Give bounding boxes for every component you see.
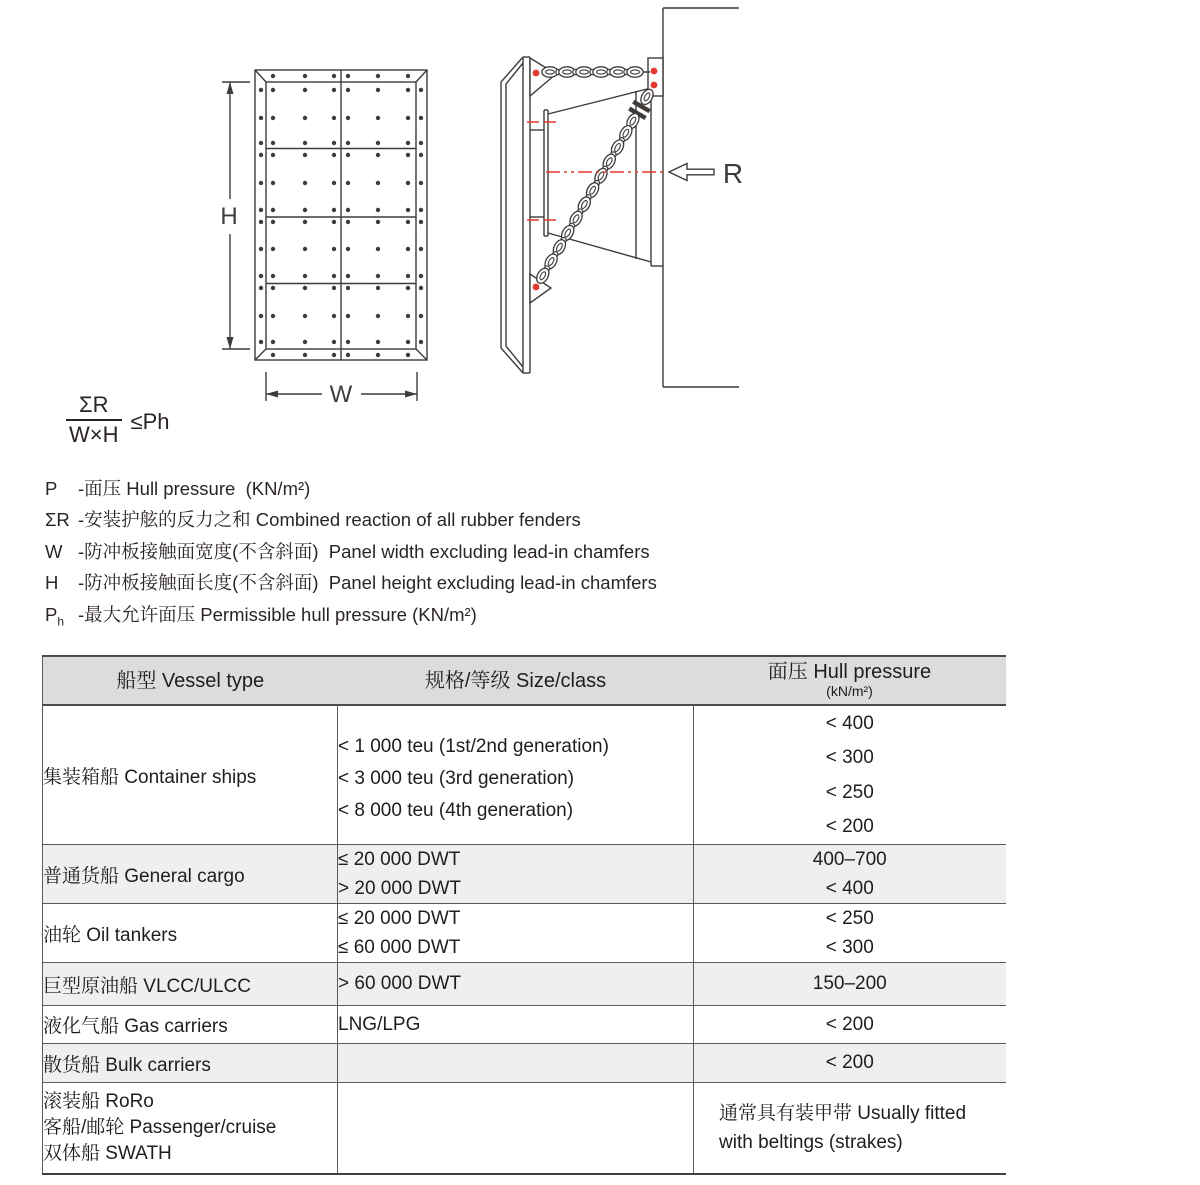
table-row-container-ships	[43, 705, 1006, 845]
legend-item	[45, 540, 657, 571]
legend-symbol: P	[45, 478, 58, 499]
width-label: W	[329, 381, 353, 408]
legend-item	[45, 603, 657, 634]
table-row-vlcc-ulcc	[43, 963, 1006, 1006]
legend-description: -防冲板接触面宽度(不含斜面) Panel width excluding lead-in chamfers	[78, 540, 650, 562]
cell-sizes: ≤ 20 000 DWT ≤ 60 000 DWT	[338, 904, 694, 963]
legend-symbol: ΣR	[45, 509, 70, 531]
legend-description: -防冲板接触面长度(不含斜面) Panel height excluding lead-in chamfers	[78, 572, 657, 594]
legend-item	[45, 508, 657, 539]
cell-sizes: > 60 000 DWT	[338, 963, 694, 1006]
cell-vessel: 散货船 Bulk carriers	[43, 1044, 338, 1083]
table-header-row	[43, 656, 1006, 705]
formula-numerator: ΣR	[79, 392, 109, 417]
reaction-arrow	[669, 158, 743, 189]
legend-item	[45, 571, 657, 602]
formula-comparison: ≤Ph	[130, 409, 170, 434]
cell-vessel: 油轮 Oil tankers	[43, 904, 338, 963]
width-dimension	[266, 372, 417, 408]
cell-vessel: 滚装船 RoRo 客船/邮轮 Passenger/cruise 双体船 SWATH	[43, 1083, 338, 1174]
table-row-bulk-carriers	[43, 1044, 1006, 1083]
cell-pressures: < 200	[825, 1052, 874, 1073]
top-tension-chain	[542, 67, 643, 77]
cell-sizes: < 1 000 teu (1st/2nd generation) < 3 000 teu (3rd generation) < 8 000 teu (4th generation)	[338, 705, 694, 845]
cell-sizes	[338, 1044, 694, 1083]
formula-denominator: W×H	[66, 419, 122, 446]
quay-wall	[663, 8, 739, 387]
header-pressure-unit: (kN/m²)	[826, 683, 873, 700]
cell-vessel: 液化气船 Gas carriers	[43, 1006, 338, 1044]
cell-sizes: LNG/LPG	[338, 1006, 694, 1044]
height-label: H	[220, 203, 238, 230]
legend-item	[45, 477, 657, 508]
legend-description: -面压 Hull pressure (KN/m²)	[78, 478, 311, 499]
cell-pressures: 通常具有装甲带 Usually fitted with beltings (strakes)	[719, 1102, 967, 1153]
cell-sizes: ≤ 20 000 DWT > 20 000 DWT	[338, 845, 694, 904]
header-vessel-type: 船型 Vessel type	[43, 656, 338, 705]
cell-vessel: 集装箱船 Container ships	[43, 705, 338, 845]
header-pressure-title: 面压 Hull pressure	[767, 661, 932, 684]
formula-fraction	[66, 394, 122, 446]
diagonal-weight-chain	[534, 87, 655, 285]
table-row-gas-carriers	[43, 1006, 1006, 1044]
legend-description: -最大允许面压 Permissible hull pressure (KN/m²)	[78, 603, 477, 625]
symbol-legend	[45, 477, 657, 634]
panel-front-view	[255, 70, 427, 360]
legend-description: -安装护舷的反力之和 Combined reaction of all rubber fenders	[78, 509, 581, 531]
cell-pressures: 150–200	[812, 973, 887, 994]
hull-pressure-formula	[66, 394, 169, 446]
cell-pressures: < 400 < 300 < 250 < 200	[825, 712, 874, 838]
cell-sizes	[338, 1083, 694, 1174]
header-size-class: 规格/等级 Size/class	[338, 656, 694, 705]
table-row-roro-passenger-swath	[43, 1083, 1006, 1174]
table-row-general-cargo	[43, 845, 1006, 904]
legend-symbol: $P_h$	[45, 603, 65, 629]
cell-vessel: 巨型原油船 VLCC/ULCC	[43, 963, 338, 1006]
cell-vessel: 普通货船 General cargo	[43, 845, 338, 904]
cell-pressures: < 200	[825, 1013, 874, 1035]
panel-side-view	[501, 57, 544, 373]
header-hull-pressure	[694, 656, 1006, 705]
hull-pressure-table	[42, 655, 1006, 1175]
cell-pressures: < 250 < 300	[825, 908, 874, 958]
cell-pressures: 400–700 < 400	[812, 849, 887, 899]
fender-technical-drawing	[180, 0, 790, 420]
legend-symbol: H	[45, 572, 59, 594]
table-row-oil-tankers	[43, 904, 1006, 963]
legend-symbol: W	[45, 540, 63, 562]
reaction-label: R	[722, 158, 744, 189]
height-dimension	[220, 82, 250, 349]
